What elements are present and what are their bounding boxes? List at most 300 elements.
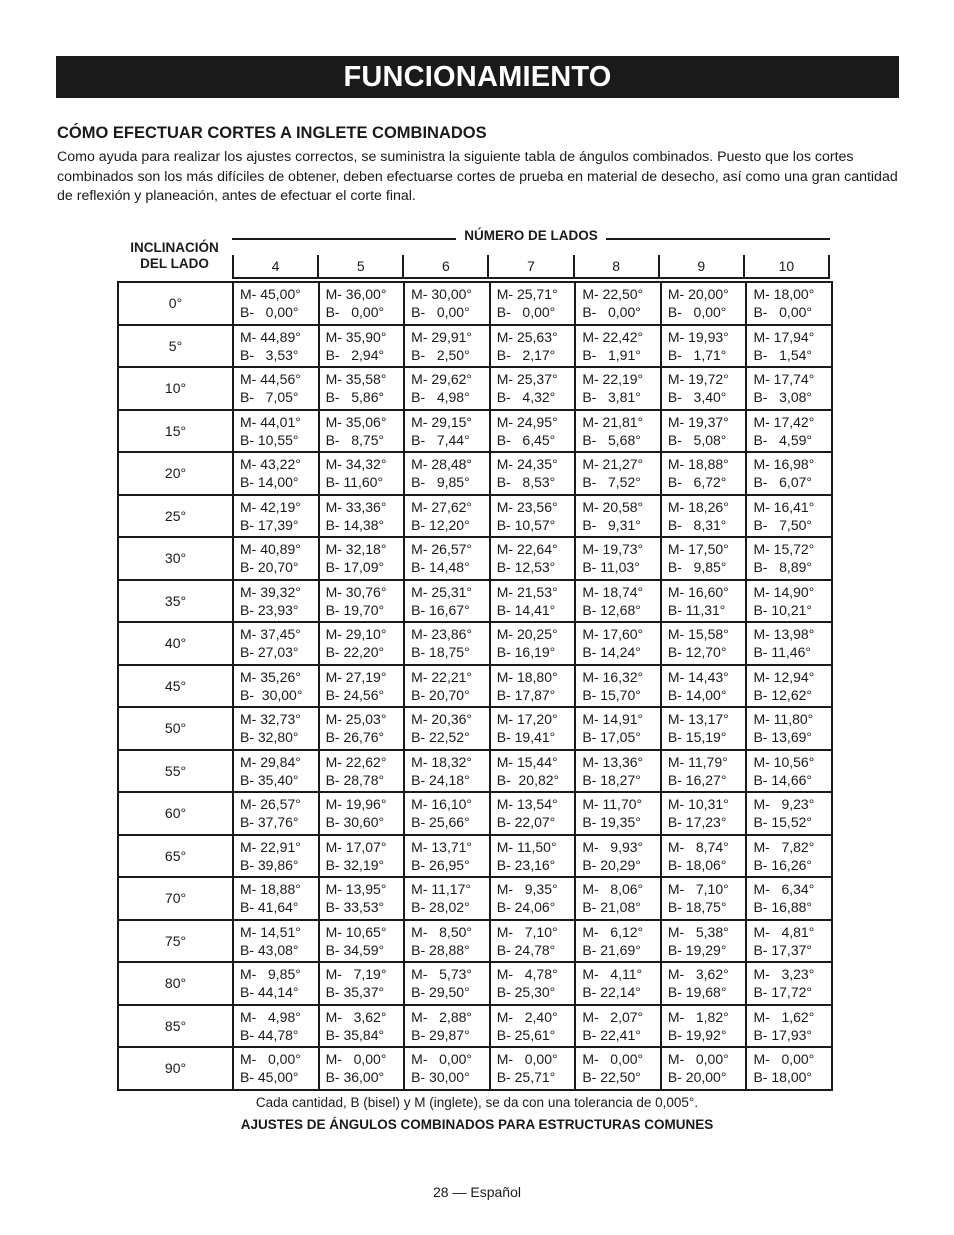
angle-value-cell bbox=[320, 283, 406, 324]
bevel-value: B- 24,06° bbox=[496, 899, 556, 915]
table-row bbox=[119, 666, 833, 709]
bevel-value: B- 23,93° bbox=[240, 601, 299, 618]
bevel-angle-cell: 90° bbox=[119, 1048, 234, 1089]
bevel-value: B- 5,86° bbox=[325, 389, 385, 405]
bevel-value: B- 17,39° bbox=[240, 516, 299, 533]
bevel-value: B- 17,72° bbox=[753, 984, 812, 1000]
angle-value-cell bbox=[576, 963, 662, 1004]
angle-value-cell bbox=[234, 708, 320, 749]
section-title: CÓMO EFECTUAR CORTES A INGLETE COMBINADOS bbox=[57, 124, 487, 142]
angle-value-cell bbox=[491, 283, 577, 324]
bevel-value: B- 22,50° bbox=[582, 1069, 641, 1085]
miter-value: M- 3,23° bbox=[753, 966, 815, 982]
miter-value: M- 16,98° bbox=[753, 456, 815, 472]
bevel-angle-cell: 70° bbox=[119, 878, 234, 919]
bevel-value: B- 33,53° bbox=[325, 899, 385, 915]
bevel-value: B- 9,31° bbox=[582, 516, 641, 533]
miter-value: M- 0,00° bbox=[411, 1051, 472, 1067]
bevel-value: B- 16,26° bbox=[753, 856, 812, 873]
miter-value: M- 22,19° bbox=[582, 371, 644, 387]
angle-value-cell bbox=[662, 368, 748, 409]
miter-value: M- 34,32° bbox=[325, 456, 387, 472]
angle-value-cell bbox=[662, 623, 748, 664]
miter-value: M- 16,60° bbox=[667, 583, 729, 600]
bevel-value: B- 23,16° bbox=[496, 856, 556, 873]
left-header-line: DEL LADO bbox=[140, 256, 209, 271]
miter-value: M- 8,74° bbox=[667, 838, 729, 855]
angle-value-cell bbox=[234, 581, 320, 622]
bevel-value: B- 1,91° bbox=[582, 346, 641, 363]
table-row bbox=[119, 836, 833, 879]
angle-value-cell bbox=[662, 496, 748, 537]
angle-value-cell bbox=[405, 496, 491, 537]
miter-value: M- 14,91° bbox=[582, 711, 644, 727]
angle-value-cell bbox=[747, 453, 833, 494]
miter-value: M- 0,00° bbox=[325, 1051, 387, 1067]
miter-value: M- 0,00° bbox=[240, 1051, 301, 1067]
bevel-value: B- 13,69° bbox=[753, 729, 812, 745]
angle-value-cell bbox=[234, 1006, 320, 1047]
angle-value-cell bbox=[405, 623, 491, 664]
angle-value-cell bbox=[405, 453, 491, 494]
miter-value: M- 24,95° bbox=[496, 413, 558, 430]
miter-value: M- 4,98° bbox=[240, 1008, 301, 1025]
sides-header-row bbox=[232, 255, 830, 279]
bevel-value: B- 11,60° bbox=[325, 474, 384, 490]
miter-value: M- 15,44° bbox=[496, 753, 558, 770]
bevel-value: B- 12,62° bbox=[753, 686, 812, 703]
bevel-value: B- 2,50° bbox=[411, 346, 470, 363]
angle-value-cell bbox=[576, 411, 662, 452]
bevel-value: B- 4,32° bbox=[496, 389, 556, 405]
miter-value: M- 1,62° bbox=[753, 1008, 815, 1025]
bevel-value: B- 15,19° bbox=[667, 729, 727, 745]
miter-value: M- 18,88° bbox=[667, 456, 729, 472]
table-row bbox=[119, 751, 833, 794]
bevel-value: B- 18,75° bbox=[667, 899, 727, 915]
miter-value: M- 45,00° bbox=[240, 286, 301, 302]
miter-value: M- 6,34° bbox=[753, 881, 815, 897]
table-row bbox=[119, 1048, 833, 1091]
bevel-value: B- 21,69° bbox=[582, 941, 641, 958]
miter-value: M- 20,00° bbox=[667, 286, 729, 302]
bevel-value: B- 19,68° bbox=[667, 984, 727, 1000]
miter-value: M- 3,62° bbox=[325, 1008, 387, 1025]
miter-value: M- 13,36° bbox=[582, 753, 644, 770]
miter-value: M- 27,19° bbox=[325, 668, 387, 685]
bevel-value: B- 26,95° bbox=[411, 856, 470, 873]
miter-value: M- 33,36° bbox=[325, 498, 387, 515]
angle-value-cell bbox=[234, 921, 320, 962]
angle-value-cell bbox=[491, 326, 577, 367]
angle-value-cell bbox=[320, 453, 406, 494]
bevel-value: B- 20,82° bbox=[496, 771, 560, 788]
miter-value: M- 24,35° bbox=[496, 456, 558, 472]
bevel-value: B- 16,88° bbox=[753, 899, 812, 915]
angle-value-cell bbox=[320, 1006, 406, 1047]
miter-value: M- 29,91° bbox=[411, 328, 473, 345]
bevel-value: B- 14,66° bbox=[753, 771, 812, 788]
table-row bbox=[119, 581, 833, 624]
miter-value: M- 20,25° bbox=[496, 626, 558, 642]
miter-value: M- 13,98° bbox=[753, 626, 815, 642]
miter-value: M- 18,32° bbox=[411, 753, 473, 770]
miter-value: M- 16,32° bbox=[582, 668, 644, 685]
table-left-header bbox=[117, 240, 232, 278]
miter-value: M- 12,94° bbox=[753, 668, 815, 685]
miter-value: M- 22,91° bbox=[240, 838, 301, 855]
bevel-value: B- 2,94° bbox=[325, 346, 385, 363]
miter-value: M- 7,19° bbox=[325, 966, 387, 982]
bevel-value: B- 27,03° bbox=[240, 644, 299, 660]
miter-value: M- 14,43° bbox=[667, 668, 729, 685]
angle-value-cell bbox=[234, 453, 320, 494]
miter-value: M- 30,76° bbox=[325, 583, 387, 600]
miter-value: M- 9,85° bbox=[240, 966, 301, 982]
angle-value-cell bbox=[491, 623, 577, 664]
angle-value-cell bbox=[234, 793, 320, 834]
bevel-value: B- 19,70° bbox=[325, 601, 385, 618]
footnote: Cada cantidad, B (bisel) y M (inglete), se da con una tolerancia de 0,005°. bbox=[255, 1095, 699, 1110]
bevel-value: B- 0,00° bbox=[325, 304, 385, 320]
bevel-value: B- 0,00° bbox=[240, 304, 299, 320]
angle-value-cell bbox=[662, 411, 748, 452]
bevel-value: B- 10,57° bbox=[496, 516, 556, 533]
bevel-value: B- 41,64° bbox=[240, 899, 299, 915]
angle-value-cell bbox=[320, 581, 406, 622]
bevel-value: B- 12,20° bbox=[411, 516, 470, 533]
bevel-angle-cell: 25° bbox=[119, 496, 234, 537]
group-header bbox=[232, 228, 830, 243]
bevel-value: B- 35,37° bbox=[325, 984, 385, 1000]
miter-value: M- 11,17° bbox=[411, 881, 471, 897]
bevel-value: B- 11,46° bbox=[753, 644, 811, 660]
bevel-value: B- 16,27° bbox=[667, 771, 727, 788]
angle-value-cell bbox=[234, 666, 320, 707]
angle-value-cell bbox=[576, 793, 662, 834]
angle-value-cell bbox=[662, 793, 748, 834]
angle-value-cell bbox=[405, 283, 491, 324]
angle-value-cell bbox=[234, 496, 320, 537]
miter-value: M- 0,00° bbox=[496, 1051, 558, 1067]
angle-value-cell bbox=[320, 496, 406, 537]
miter-value: M- 29,10° bbox=[325, 626, 387, 642]
miter-value: M- 19,93° bbox=[667, 328, 729, 345]
angle-value-cell bbox=[747, 708, 833, 749]
miter-value: M- 8,06° bbox=[582, 881, 644, 897]
bevel-angle-cell: 45° bbox=[119, 666, 234, 707]
miter-value: M- 25,03° bbox=[325, 711, 387, 727]
bevel-value: B- 20,70° bbox=[240, 559, 299, 575]
bevel-value: B- 7,44° bbox=[411, 431, 470, 448]
angle-value-cell bbox=[747, 666, 833, 707]
miter-value: M- 19,96° bbox=[325, 796, 387, 812]
angle-value-cell bbox=[491, 836, 577, 877]
angle-value-cell bbox=[662, 581, 748, 622]
angle-value-cell bbox=[662, 1048, 748, 1089]
angle-value-cell bbox=[491, 878, 577, 919]
bevel-value: B- 0,00° bbox=[496, 304, 556, 320]
angle-value-cell bbox=[576, 921, 662, 962]
bevel-value: B- 30,00° bbox=[411, 1069, 470, 1085]
bevel-value: B- 3,53° bbox=[240, 346, 299, 363]
bevel-value: B- 14,00° bbox=[667, 686, 727, 703]
bevel-value: B- 24,56° bbox=[325, 686, 385, 703]
angle-value-cell bbox=[491, 963, 577, 1004]
angle-value-cell bbox=[491, 1006, 577, 1047]
bevel-value: B- 3,81° bbox=[582, 389, 641, 405]
angle-value-cell bbox=[662, 836, 748, 877]
bevel-value: B- 18,27° bbox=[582, 771, 641, 788]
angle-value-cell bbox=[491, 496, 577, 537]
angle-value-cell bbox=[491, 708, 577, 749]
angle-value-cell bbox=[405, 538, 491, 579]
miter-value: M- 5,73° bbox=[411, 966, 472, 982]
angle-value-cell bbox=[405, 666, 491, 707]
bevel-value: B- 17,93° bbox=[753, 1026, 812, 1043]
bevel-value: B- 14,38° bbox=[325, 516, 385, 533]
bevel-value: B- 28,88° bbox=[411, 941, 470, 958]
bevel-value: B- 18,00° bbox=[753, 1069, 812, 1085]
miter-value: M- 44,01° bbox=[240, 413, 301, 430]
bevel-value: B- 12,53° bbox=[496, 559, 556, 575]
miter-value: M- 35,06° bbox=[325, 413, 387, 430]
miter-value: M- 7,10° bbox=[496, 923, 558, 940]
bevel-value: B- 9,85° bbox=[411, 474, 470, 490]
angle-value-cell bbox=[747, 283, 833, 324]
bevel-value: B- 19,41° bbox=[496, 729, 556, 745]
angle-value-cell bbox=[405, 921, 491, 962]
table-row bbox=[119, 623, 833, 666]
bevel-value: B- 8,89° bbox=[753, 559, 812, 575]
bevel-value: B- 32,80° bbox=[240, 729, 299, 745]
angle-value-cell bbox=[234, 368, 320, 409]
miter-value: M- 32,18° bbox=[325, 541, 387, 557]
angle-value-cell bbox=[320, 751, 406, 792]
angle-value-cell bbox=[747, 538, 833, 579]
miter-value: M- 5,38° bbox=[667, 923, 729, 940]
angle-value-cell bbox=[747, 581, 833, 622]
bevel-value: B- 11,31° bbox=[667, 601, 726, 618]
left-header-text bbox=[130, 240, 219, 271]
angle-value-cell bbox=[405, 581, 491, 622]
angle-value-cell bbox=[491, 751, 577, 792]
miter-value: M- 11,80° bbox=[753, 711, 814, 727]
bevel-value: B- 9,85° bbox=[667, 559, 727, 575]
bevel-value: B- 26,76° bbox=[325, 729, 385, 745]
miter-value: M- 0,00° bbox=[582, 1051, 644, 1067]
bevel-value: B- 19,29° bbox=[667, 941, 727, 958]
bevel-value: B- 7,50° bbox=[753, 516, 812, 533]
miter-value: M- 22,42° bbox=[582, 328, 644, 345]
bevel-value: B- 22,41° bbox=[582, 1026, 641, 1043]
miter-value: M- 27,62° bbox=[411, 498, 473, 515]
miter-value: M- 43,22° bbox=[240, 456, 301, 472]
bevel-value: B- 14,00° bbox=[240, 474, 299, 490]
sides-header-6: 6 bbox=[402, 255, 487, 279]
table-caption: AJUSTES DE ÁNGULOS COMBINADOS PARA ESTRUCTURAS COMUNES bbox=[240, 1117, 714, 1132]
angle-value-cell bbox=[234, 751, 320, 792]
angle-value-cell bbox=[576, 623, 662, 664]
sides-header-9: 9 bbox=[658, 255, 743, 279]
angle-value-cell bbox=[491, 538, 577, 579]
miter-value: M- 18,00° bbox=[753, 286, 815, 302]
miter-value: M- 19,73° bbox=[582, 541, 644, 557]
angle-value-cell bbox=[320, 623, 406, 664]
miter-value: M- 28,48° bbox=[411, 456, 473, 472]
bevel-value: B- 3,40° bbox=[667, 389, 727, 405]
bevel-value: B- 15,70° bbox=[582, 686, 641, 703]
table-row bbox=[119, 921, 833, 964]
angle-value-cell bbox=[576, 666, 662, 707]
miter-value: M- 2,40° bbox=[496, 1008, 558, 1025]
miter-value: M- 13,54° bbox=[496, 796, 558, 812]
miter-value: M- 4,81° bbox=[753, 923, 815, 940]
miter-value: M- 4,11° bbox=[582, 966, 643, 982]
miter-value: M- 10,65° bbox=[325, 923, 387, 940]
bevel-value: B- 34,59° bbox=[325, 941, 385, 958]
bevel-value: B- 4,59° bbox=[753, 431, 812, 448]
bevel-value: B- 0,00° bbox=[582, 304, 641, 320]
bevel-angle-cell: 30° bbox=[119, 538, 234, 579]
miter-value: M- 25,63° bbox=[496, 328, 558, 345]
angle-value-cell bbox=[405, 793, 491, 834]
bevel-value: B- 5,68° bbox=[582, 431, 641, 448]
angle-value-cell bbox=[320, 326, 406, 367]
angle-value-cell bbox=[405, 1048, 491, 1089]
miter-value: M- 20,36° bbox=[411, 711, 473, 727]
bevel-value: B- 19,35° bbox=[582, 814, 641, 830]
bevel-value: B- 28,02° bbox=[411, 899, 470, 915]
angle-value-cell bbox=[491, 411, 577, 452]
bevel-value: B- 25,61° bbox=[496, 1026, 556, 1043]
miter-value: M- 26,57° bbox=[240, 796, 301, 812]
bevel-value: B- 11,03° bbox=[582, 559, 640, 575]
bevel-value: B- 5,08° bbox=[667, 431, 727, 448]
bevel-value: B- 22,14° bbox=[582, 984, 641, 1000]
bevel-value: B- 19,92° bbox=[667, 1026, 727, 1043]
bevel-angle-cell: 50° bbox=[119, 708, 234, 749]
angle-value-cell bbox=[576, 326, 662, 367]
angle-value-cell bbox=[576, 283, 662, 324]
bevel-value: B- 17,37° bbox=[753, 941, 812, 958]
angle-value-cell bbox=[576, 878, 662, 919]
bevel-value: B- 24,18° bbox=[411, 771, 470, 788]
angle-value-cell bbox=[320, 411, 406, 452]
bevel-value: B- 0,00° bbox=[667, 304, 727, 320]
angle-value-cell bbox=[747, 751, 833, 792]
angle-value-cell bbox=[234, 878, 320, 919]
angle-value-cell bbox=[747, 1006, 833, 1047]
angle-value-cell bbox=[576, 836, 662, 877]
miter-value: M- 16,41° bbox=[753, 498, 815, 515]
miter-value: M- 32,73° bbox=[240, 711, 301, 727]
bevel-value: B- 44,14° bbox=[240, 984, 299, 1000]
bevel-value: B- 20,00° bbox=[667, 1069, 727, 1085]
angle-value-cell bbox=[576, 1006, 662, 1047]
bevel-value: B- 6,45° bbox=[496, 431, 556, 448]
bevel-value: B- 14,24° bbox=[582, 644, 641, 660]
bevel-value: B- 6,07° bbox=[753, 474, 812, 490]
table-row bbox=[119, 708, 833, 751]
miter-value: M- 22,21° bbox=[411, 668, 473, 685]
bevel-value: B- 10,55° bbox=[240, 431, 299, 448]
bevel-value: B- 0,00° bbox=[411, 304, 470, 320]
bevel-value: B- 6,72° bbox=[667, 474, 727, 490]
angle-value-cell bbox=[405, 878, 491, 919]
angle-value-cell bbox=[320, 793, 406, 834]
angle-value-cell bbox=[662, 921, 748, 962]
miter-value: M- 21,27° bbox=[582, 456, 644, 472]
left-header-line: INCLINACIÓN bbox=[130, 240, 219, 255]
angle-value-cell bbox=[234, 283, 320, 324]
sides-header-7: 7 bbox=[487, 255, 572, 279]
angle-value-cell bbox=[576, 538, 662, 579]
angle-value-cell bbox=[747, 921, 833, 962]
bevel-value: B- 16,19° bbox=[496, 644, 556, 660]
bevel-value: B- 17,05° bbox=[582, 729, 641, 745]
bevel-value: B- 25,71° bbox=[496, 1069, 556, 1085]
sides-header-10: 10 bbox=[743, 255, 830, 279]
miter-value: M- 11,70° bbox=[582, 796, 643, 812]
miter-value: M- 14,90° bbox=[753, 583, 815, 600]
miter-value: M- 13,95° bbox=[325, 881, 387, 897]
miter-value: M- 7,82° bbox=[753, 838, 815, 855]
miter-value: M- 23,56° bbox=[496, 498, 558, 515]
miter-value: M- 10,31° bbox=[667, 796, 729, 812]
table-row bbox=[119, 793, 833, 836]
angle-value-cell bbox=[747, 793, 833, 834]
bevel-value: B- 17,23° bbox=[667, 814, 727, 830]
angle-value-cell bbox=[234, 836, 320, 877]
miter-value: M- 26,57° bbox=[411, 541, 473, 557]
bevel-value: B- 44,78° bbox=[240, 1026, 299, 1043]
angle-value-cell bbox=[662, 283, 748, 324]
angle-value-cell bbox=[662, 878, 748, 919]
miter-value: M- 17,60° bbox=[582, 626, 644, 642]
bevel-value: B- 2,17° bbox=[496, 346, 556, 363]
angle-value-cell bbox=[662, 453, 748, 494]
bevel-value: B- 12,70° bbox=[667, 644, 727, 660]
bevel-angle-cell: 5° bbox=[119, 326, 234, 367]
angle-value-cell bbox=[491, 581, 577, 622]
angle-value-cell bbox=[576, 453, 662, 494]
bevel-value: B- 36,00° bbox=[325, 1069, 385, 1085]
miter-value: M- 2,88° bbox=[411, 1008, 472, 1025]
angle-value-cell bbox=[320, 878, 406, 919]
bevel-angle-cell: 80° bbox=[119, 963, 234, 1004]
miter-value: M- 39,32° bbox=[240, 583, 301, 600]
bevel-angle-cell: 60° bbox=[119, 793, 234, 834]
angle-value-cell bbox=[320, 708, 406, 749]
page-header bbox=[56, 56, 899, 98]
bevel-value: B- 25,30° bbox=[496, 984, 556, 1000]
bevel-angle-cell: 35° bbox=[119, 581, 234, 622]
miter-value: M- 10,56° bbox=[753, 753, 815, 770]
angle-value-cell bbox=[576, 496, 662, 537]
group-header-text: NÚMERO DE LADOS bbox=[456, 228, 606, 243]
bevel-value: B- 22,07° bbox=[496, 814, 556, 830]
miter-value: M- 0,00° bbox=[667, 1051, 729, 1067]
angle-value-cell bbox=[320, 921, 406, 962]
miter-value: M- 13,17° bbox=[667, 711, 729, 727]
table-row bbox=[119, 538, 833, 581]
miter-value: M- 36,00° bbox=[325, 286, 387, 302]
bevel-angle-cell: 85° bbox=[119, 1006, 234, 1047]
bevel-value: B- 45,00° bbox=[240, 1069, 299, 1085]
bevel-value: B- 32,19° bbox=[325, 856, 385, 873]
angle-value-cell bbox=[662, 751, 748, 792]
